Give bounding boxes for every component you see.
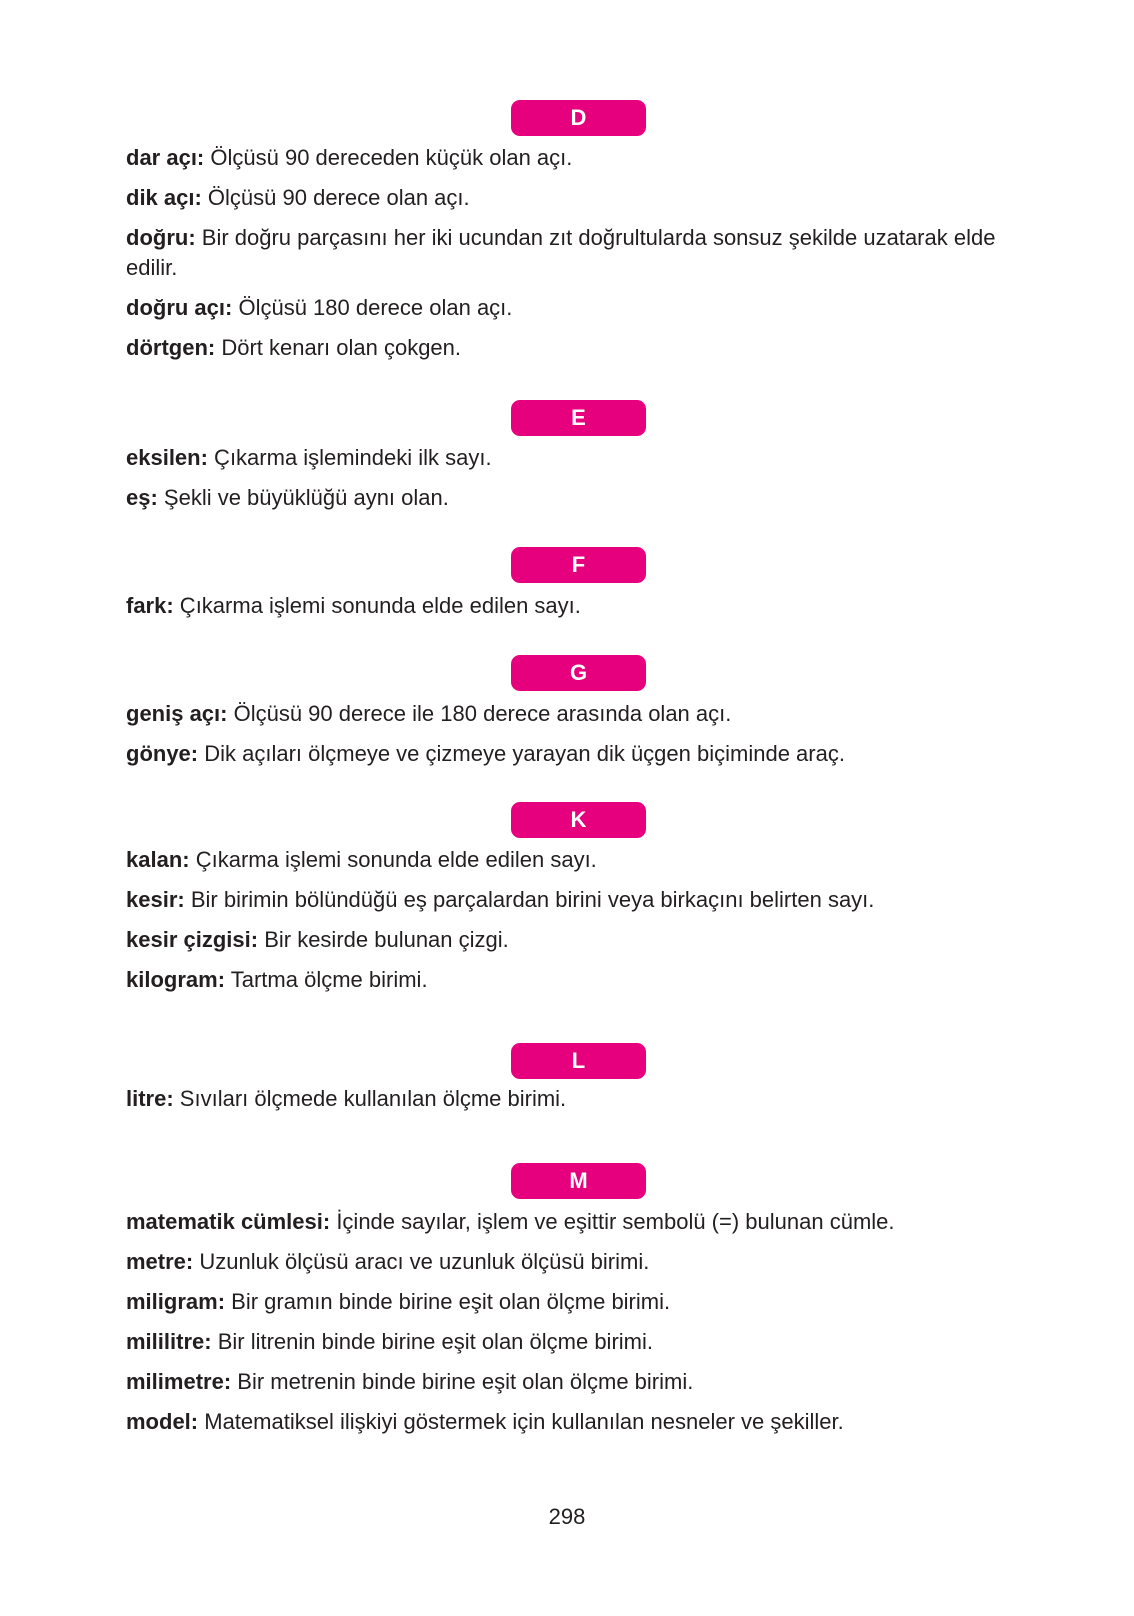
- glossary-entry: [126, 1207, 1046, 1237]
- glossary-entry: [126, 1407, 1046, 1437]
- glossary-term: dörtgen:: [126, 335, 216, 360]
- glossary-entry: [126, 885, 1046, 915]
- glossary-entry: [126, 483, 1046, 513]
- glossary-entry: [126, 739, 1046, 769]
- glossary-definition: Uzunluk ölçüsü aracı ve uzunluk ölçüsü birimi.: [193, 1249, 650, 1274]
- glossary-definition: Bir kesirde bulunan çizgi.: [258, 927, 509, 952]
- glossary-definition: Dört kenarı olan çokgen.: [215, 335, 462, 360]
- section-letter-d: D: [511, 100, 646, 136]
- glossary-term: kilogram:: [126, 967, 226, 992]
- section-letter-f: F: [511, 547, 646, 583]
- glossary-definition: Dik açıları ölçmeye ve çizmeye yarayan dik üçgen biçiminde araç.: [198, 741, 845, 766]
- glossary-definition: Bir metrenin binde birine eşit olan ölçme birimi.: [231, 1369, 694, 1394]
- glossary-definition: Ölçüsü 180 derece olan açı.: [232, 295, 513, 320]
- glossary-definition: İçinde sayılar, işlem ve eşittir sembolü (=) bulunan cümle.: [330, 1209, 895, 1234]
- section-letter-m: M: [511, 1163, 646, 1199]
- glossary-term: litre:: [126, 1086, 174, 1111]
- glossary-term: dik açı:: [126, 185, 202, 210]
- glossary-entry: [126, 699, 1046, 729]
- glossary-definition: Tartma ölçme birimi.: [225, 967, 428, 992]
- glossary-term: model:: [126, 1409, 199, 1434]
- glossary-definition: Bir litrenin binde birine eşit olan ölçme birimi.: [211, 1329, 653, 1354]
- glossary-term: milimetre:: [126, 1369, 232, 1394]
- section-letter-k: K: [511, 802, 646, 838]
- glossary-entry: [126, 1367, 1046, 1397]
- glossary-entry: [126, 183, 1046, 213]
- glossary-term: matematik cümlesi:: [126, 1209, 331, 1234]
- glossary-entry: [126, 1084, 1046, 1114]
- glossary-entry: [126, 1287, 1046, 1317]
- glossary-term: mililitre:: [126, 1329, 212, 1354]
- section-letter-g: G: [511, 655, 646, 691]
- glossary-term: kesir:: [126, 887, 185, 912]
- section-letter-e: E: [511, 400, 646, 436]
- glossary-term: eksilen:: [126, 445, 208, 470]
- glossary-term: eş:: [126, 485, 158, 510]
- glossary-entry: [126, 293, 1046, 323]
- glossary-entry: [126, 443, 1046, 473]
- glossary-term: fark:: [126, 593, 174, 618]
- page-number: 298: [548, 1504, 586, 1529]
- glossary-definition: Çıkarma işlemindeki ilk sayı.: [207, 445, 492, 470]
- glossary-definition: Matematiksel ilişkiyi göstermek için kullanılan nesneler ve şekiller.: [198, 1409, 844, 1434]
- glossary-definition: Ölçüsü 90 dereceden küçük olan açı.: [204, 145, 573, 170]
- glossary-term: geniş açı:: [126, 701, 228, 726]
- glossary-definition: Çıkarma işlemi sonunda elde edilen sayı.: [173, 593, 581, 618]
- glossary-term: metre:: [126, 1249, 194, 1274]
- glossary-definition: Şekli ve büyüklüğü aynı olan.: [157, 485, 449, 510]
- glossary-entry: [126, 333, 1046, 363]
- glossary-term: doğru açı:: [126, 295, 233, 320]
- glossary-term: kalan:: [126, 847, 190, 872]
- glossary-term: dar açı:: [126, 145, 205, 170]
- glossary-term: kesir çizgisi:: [126, 927, 259, 952]
- glossary-definition: Bir gramın binde birine eşit olan ölçme birimi.: [225, 1289, 671, 1314]
- glossary-definition: Bir doğru parçasını her iki ucundan zıt doğrultularda sonsuz şekilde uzatarak elde edilir.: [126, 225, 996, 280]
- glossary-entry: [126, 1327, 1046, 1357]
- glossary-entry: [126, 223, 1046, 283]
- glossary-term: doğru:: [126, 225, 196, 250]
- glossary-entry: [126, 1247, 1046, 1277]
- glossary-entry: [126, 591, 1046, 621]
- glossary-entry: [126, 845, 1046, 875]
- glossary-definition: Ölçüsü 90 derece ile 180 derece arasında olan açı.: [227, 701, 732, 726]
- glossary-entry: [126, 925, 1046, 955]
- glossary-term: miligram:: [126, 1289, 226, 1314]
- glossary-entry: [126, 143, 1046, 173]
- glossary-term: gönye:: [126, 741, 199, 766]
- glossary-entry: [126, 965, 1046, 995]
- glossary-definition: Sıvıları ölçmede kullanılan ölçme birimi.: [173, 1086, 567, 1111]
- section-letter-l: L: [511, 1043, 646, 1079]
- glossary-definition: Çıkarma işlemi sonunda elde edilen sayı.: [189, 847, 597, 872]
- glossary-definition: Ölçüsü 90 derece olan açı.: [201, 185, 470, 210]
- glossary-definition: Bir birimin bölündüğü eş parçalardan birini veya birkaçını belirten sayı.: [184, 887, 875, 912]
